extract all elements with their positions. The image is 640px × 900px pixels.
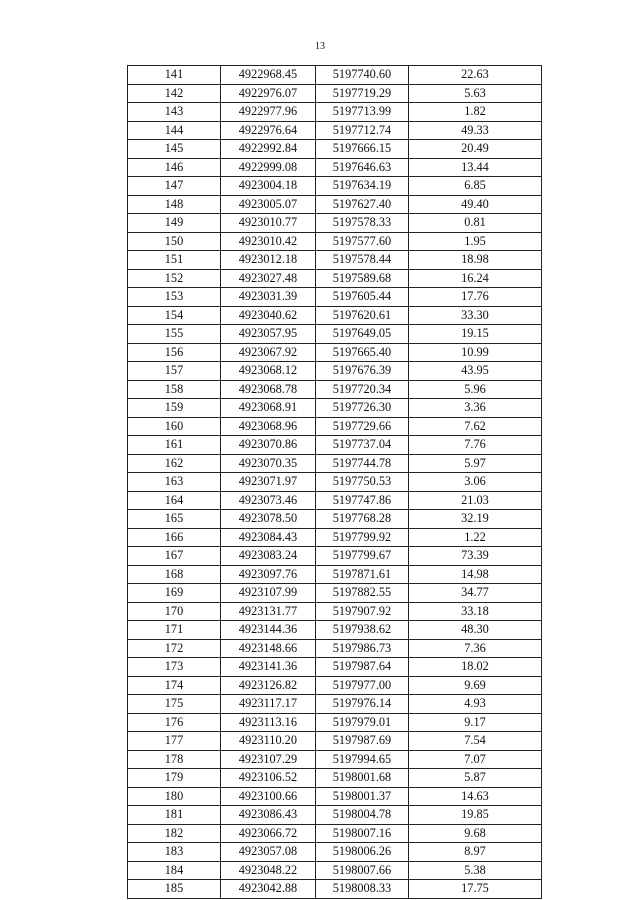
length-cell: 0.81 (409, 214, 542, 233)
point-number-cell: 149 (128, 214, 221, 233)
table-row (128, 769, 542, 788)
table-row (128, 806, 542, 825)
table-row (128, 417, 542, 436)
length-cell: 34.77 (409, 584, 542, 603)
point-number-cell: 175 (128, 695, 221, 714)
y-coordinate-cell: 5197744.78 (316, 454, 409, 473)
length-cell: 49.40 (409, 195, 542, 214)
point-number-cell: 180 (128, 787, 221, 806)
y-coordinate-cell: 5197799.67 (316, 547, 409, 566)
table-row (128, 269, 542, 288)
point-number-cell: 145 (128, 140, 221, 159)
length-cell: 10.99 (409, 343, 542, 362)
y-coordinate-cell: 5197977.00 (316, 676, 409, 695)
table-row (128, 473, 542, 492)
x-coordinate-cell: 4923117.17 (221, 695, 316, 714)
table-row (128, 251, 542, 270)
y-coordinate-cell: 5198001.37 (316, 787, 409, 806)
x-coordinate-cell: 4922968.45 (221, 66, 316, 85)
x-coordinate-cell: 4923144.36 (221, 621, 316, 640)
point-number-cell: 150 (128, 232, 221, 251)
table-row (128, 584, 542, 603)
x-coordinate-cell: 4923005.07 (221, 195, 316, 214)
table-row (128, 547, 542, 566)
y-coordinate-cell: 5197987.64 (316, 658, 409, 677)
length-cell: 18.02 (409, 658, 542, 677)
table-row (128, 121, 542, 140)
y-coordinate-cell: 5197882.55 (316, 584, 409, 603)
length-cell: 33.18 (409, 602, 542, 621)
point-number-cell: 182 (128, 824, 221, 843)
x-coordinate-cell: 4923100.66 (221, 787, 316, 806)
length-cell: 5.38 (409, 861, 542, 880)
table-row (128, 602, 542, 621)
table-row (128, 195, 542, 214)
x-coordinate-cell: 4923141.36 (221, 658, 316, 677)
y-coordinate-cell: 5197666.15 (316, 140, 409, 159)
y-coordinate-cell: 5197729.66 (316, 417, 409, 436)
y-coordinate-cell: 5197740.60 (316, 66, 409, 85)
length-cell: 7.07 (409, 750, 542, 769)
length-cell: 1.22 (409, 528, 542, 547)
table-row (128, 84, 542, 103)
x-coordinate-cell: 4923068.78 (221, 380, 316, 399)
table-row (128, 843, 542, 862)
length-cell: 8.97 (409, 843, 542, 862)
y-coordinate-cell: 5197627.40 (316, 195, 409, 214)
point-number-cell: 144 (128, 121, 221, 140)
point-number-cell: 173 (128, 658, 221, 677)
x-coordinate-cell: 4923066.72 (221, 824, 316, 843)
x-coordinate-cell: 4923068.91 (221, 399, 316, 418)
point-number-cell: 177 (128, 732, 221, 751)
point-number-cell: 159 (128, 399, 221, 418)
table-row (128, 232, 542, 251)
point-number-cell: 154 (128, 306, 221, 325)
y-coordinate-cell: 5197750.53 (316, 473, 409, 492)
x-coordinate-cell: 4923010.77 (221, 214, 316, 233)
length-cell: 33.30 (409, 306, 542, 325)
point-number-cell: 165 (128, 510, 221, 529)
y-coordinate-cell: 5198008.33 (316, 880, 409, 899)
point-number-cell: 169 (128, 584, 221, 603)
point-number-cell: 163 (128, 473, 221, 492)
table-row (128, 565, 542, 584)
length-cell: 32.19 (409, 510, 542, 529)
x-coordinate-cell: 4923004.18 (221, 177, 316, 196)
x-coordinate-cell: 4923040.62 (221, 306, 316, 325)
y-coordinate-cell: 5197713.99 (316, 103, 409, 122)
point-number-cell: 143 (128, 103, 221, 122)
point-number-cell: 155 (128, 325, 221, 344)
x-coordinate-cell: 4923057.08 (221, 843, 316, 862)
point-number-cell: 167 (128, 547, 221, 566)
point-number-cell: 170 (128, 602, 221, 621)
x-coordinate-cell: 4923110.20 (221, 732, 316, 751)
table-row (128, 399, 542, 418)
y-coordinate-cell: 5197994.65 (316, 750, 409, 769)
table-row (128, 861, 542, 880)
table-row (128, 380, 542, 399)
length-cell: 9.17 (409, 713, 542, 732)
y-coordinate-cell: 5197720.34 (316, 380, 409, 399)
table-row (128, 214, 542, 233)
y-coordinate-cell: 5197605.44 (316, 288, 409, 307)
length-cell: 21.03 (409, 491, 542, 510)
length-cell: 16.24 (409, 269, 542, 288)
length-cell: 5.97 (409, 454, 542, 473)
point-number-cell: 161 (128, 436, 221, 455)
x-coordinate-cell: 4923084.43 (221, 528, 316, 547)
length-cell: 14.98 (409, 565, 542, 584)
x-coordinate-cell: 4923031.39 (221, 288, 316, 307)
length-cell: 5.96 (409, 380, 542, 399)
point-number-cell: 178 (128, 750, 221, 769)
point-number-cell: 142 (128, 84, 221, 103)
point-number-cell: 168 (128, 565, 221, 584)
length-cell: 19.85 (409, 806, 542, 825)
y-coordinate-cell: 5197986.73 (316, 639, 409, 658)
length-cell: 3.06 (409, 473, 542, 492)
table-row (128, 343, 542, 362)
page-number: 13 (315, 41, 325, 52)
point-number-cell: 181 (128, 806, 221, 825)
y-coordinate-cell: 5197589.68 (316, 269, 409, 288)
table-row (128, 528, 542, 547)
point-number-cell: 176 (128, 713, 221, 732)
table-row (128, 158, 542, 177)
x-coordinate-cell: 4923042.88 (221, 880, 316, 899)
y-coordinate-cell: 5198006.26 (316, 843, 409, 862)
table-row (128, 362, 542, 381)
x-coordinate-cell: 4922992.84 (221, 140, 316, 159)
table-row (128, 177, 542, 196)
y-coordinate-cell: 5197726.30 (316, 399, 409, 418)
point-number-cell: 179 (128, 769, 221, 788)
length-cell: 19.15 (409, 325, 542, 344)
y-coordinate-cell: 5197799.92 (316, 528, 409, 547)
length-cell: 73.39 (409, 547, 542, 566)
x-coordinate-cell: 4923097.76 (221, 565, 316, 584)
x-coordinate-cell: 4923083.24 (221, 547, 316, 566)
y-coordinate-cell: 5197747.86 (316, 491, 409, 510)
table-row (128, 510, 542, 529)
length-cell: 48.30 (409, 621, 542, 640)
point-number-cell: 152 (128, 269, 221, 288)
x-coordinate-cell: 4923107.29 (221, 750, 316, 769)
length-cell: 6.85 (409, 177, 542, 196)
length-cell: 7.54 (409, 732, 542, 751)
table-row (128, 695, 542, 714)
point-number-cell: 171 (128, 621, 221, 640)
length-cell: 18.98 (409, 251, 542, 270)
x-coordinate-cell: 4923078.50 (221, 510, 316, 529)
point-number-cell: 162 (128, 454, 221, 473)
y-coordinate-cell: 5197620.61 (316, 306, 409, 325)
table-row (128, 140, 542, 159)
point-number-cell: 157 (128, 362, 221, 381)
x-coordinate-cell: 4923057.95 (221, 325, 316, 344)
table-row (128, 454, 542, 473)
length-cell: 17.75 (409, 880, 542, 899)
point-number-cell: 148 (128, 195, 221, 214)
point-number-cell: 146 (128, 158, 221, 177)
table-row (128, 750, 542, 769)
point-number-cell: 141 (128, 66, 221, 85)
point-number-cell: 174 (128, 676, 221, 695)
y-coordinate-cell: 5197871.61 (316, 565, 409, 584)
length-cell: 5.87 (409, 769, 542, 788)
x-coordinate-cell: 4923012.18 (221, 251, 316, 270)
table-row (128, 66, 542, 85)
point-number-cell: 153 (128, 288, 221, 307)
table-row (128, 787, 542, 806)
table-row (128, 621, 542, 640)
length-cell: 7.36 (409, 639, 542, 658)
x-coordinate-cell: 4923131.77 (221, 602, 316, 621)
x-coordinate-cell: 4923068.12 (221, 362, 316, 381)
point-number-cell: 147 (128, 177, 221, 196)
coordinates-table (127, 65, 542, 899)
y-coordinate-cell: 5197665.40 (316, 343, 409, 362)
x-coordinate-cell: 4922976.07 (221, 84, 316, 103)
length-cell: 7.62 (409, 417, 542, 436)
x-coordinate-cell: 4923106.52 (221, 769, 316, 788)
table-row (128, 732, 542, 751)
point-number-cell: 166 (128, 528, 221, 547)
length-cell: 49.33 (409, 121, 542, 140)
y-coordinate-cell: 5197646.63 (316, 158, 409, 177)
y-coordinate-cell: 5197768.28 (316, 510, 409, 529)
y-coordinate-cell: 5198001.68 (316, 769, 409, 788)
x-coordinate-cell: 4922977.96 (221, 103, 316, 122)
y-coordinate-cell: 5197737.04 (316, 436, 409, 455)
x-coordinate-cell: 4923010.42 (221, 232, 316, 251)
point-number-cell: 158 (128, 380, 221, 399)
table-row (128, 436, 542, 455)
point-number-cell: 151 (128, 251, 221, 270)
length-cell: 7.76 (409, 436, 542, 455)
point-number-cell: 185 (128, 880, 221, 899)
x-coordinate-cell: 4923148.66 (221, 639, 316, 658)
y-coordinate-cell: 5197719.29 (316, 84, 409, 103)
length-cell: 22.63 (409, 66, 542, 85)
point-number-cell: 183 (128, 843, 221, 862)
length-cell: 14.63 (409, 787, 542, 806)
point-number-cell: 172 (128, 639, 221, 658)
length-cell: 4.93 (409, 695, 542, 714)
length-cell: 9.69 (409, 676, 542, 695)
x-coordinate-cell: 4923067.92 (221, 343, 316, 362)
x-coordinate-cell: 4923068.96 (221, 417, 316, 436)
length-cell: 9.68 (409, 824, 542, 843)
length-cell: 43.95 (409, 362, 542, 381)
length-cell: 1.82 (409, 103, 542, 122)
y-coordinate-cell: 5197577.60 (316, 232, 409, 251)
x-coordinate-cell: 4923073.46 (221, 491, 316, 510)
length-cell: 5.63 (409, 84, 542, 103)
table-row (128, 713, 542, 732)
x-coordinate-cell: 4923126.82 (221, 676, 316, 695)
point-number-cell: 156 (128, 343, 221, 362)
x-coordinate-cell: 4923027.48 (221, 269, 316, 288)
table-row (128, 824, 542, 843)
y-coordinate-cell: 5197676.39 (316, 362, 409, 381)
x-coordinate-cell: 4923107.99 (221, 584, 316, 603)
table-row (128, 491, 542, 510)
y-coordinate-cell: 5198007.66 (316, 861, 409, 880)
y-coordinate-cell: 5197578.44 (316, 251, 409, 270)
table-row (128, 103, 542, 122)
length-cell: 3.36 (409, 399, 542, 418)
x-coordinate-cell: 4922999.08 (221, 158, 316, 177)
y-coordinate-cell: 5197578.33 (316, 214, 409, 233)
x-coordinate-cell: 4923113.16 (221, 713, 316, 732)
point-number-cell: 164 (128, 491, 221, 510)
table-row (128, 306, 542, 325)
y-coordinate-cell: 5197712.74 (316, 121, 409, 140)
y-coordinate-cell: 5198007.16 (316, 824, 409, 843)
length-cell: 13.44 (409, 158, 542, 177)
length-cell: 1.95 (409, 232, 542, 251)
y-coordinate-cell: 5197987.69 (316, 732, 409, 751)
coordinates-table-body (128, 66, 542, 899)
y-coordinate-cell: 5197976.14 (316, 695, 409, 714)
table-row (128, 639, 542, 658)
table-row (128, 325, 542, 344)
y-coordinate-cell: 5198004.78 (316, 806, 409, 825)
table-row (128, 880, 542, 899)
y-coordinate-cell: 5197907.92 (316, 602, 409, 621)
table-row (128, 658, 542, 677)
table-row (128, 676, 542, 695)
x-coordinate-cell: 4923071.97 (221, 473, 316, 492)
point-number-cell: 160 (128, 417, 221, 436)
y-coordinate-cell: 5197979.01 (316, 713, 409, 732)
x-coordinate-cell: 4923070.35 (221, 454, 316, 473)
length-cell: 20.49 (409, 140, 542, 159)
y-coordinate-cell: 5197938.62 (316, 621, 409, 640)
point-number-cell: 184 (128, 861, 221, 880)
x-coordinate-cell: 4923070.86 (221, 436, 316, 455)
x-coordinate-cell: 4923086.43 (221, 806, 316, 825)
y-coordinate-cell: 5197634.19 (316, 177, 409, 196)
x-coordinate-cell: 4922976.64 (221, 121, 316, 140)
x-coordinate-cell: 4923048.22 (221, 861, 316, 880)
table-row (128, 288, 542, 307)
y-coordinate-cell: 5197649.05 (316, 325, 409, 344)
length-cell: 17.76 (409, 288, 542, 307)
